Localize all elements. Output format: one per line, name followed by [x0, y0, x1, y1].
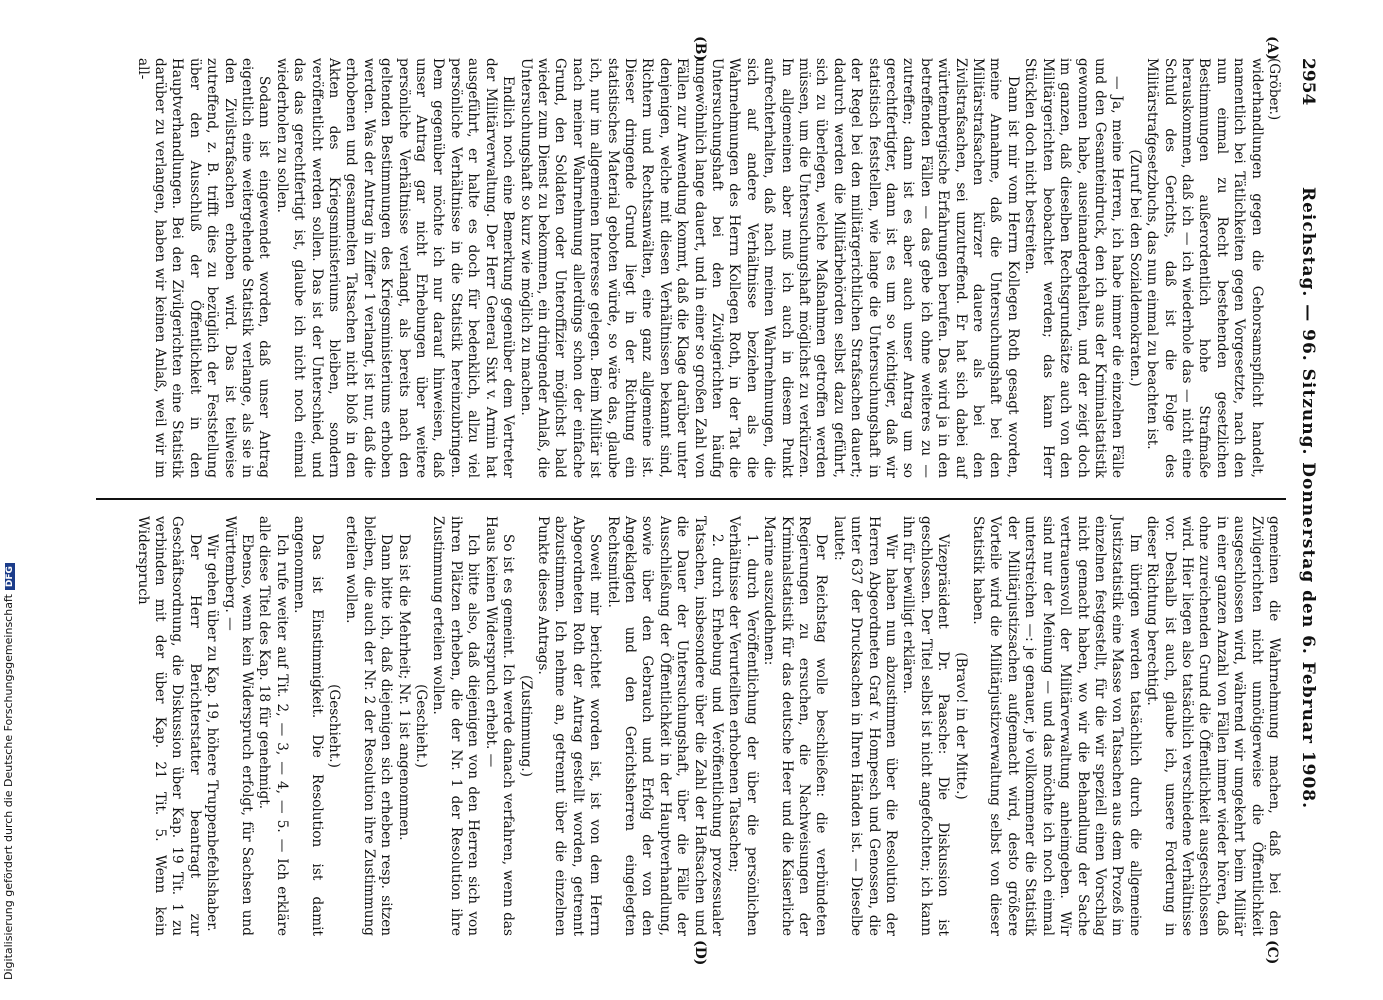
- credit-text: Digitalisierung gefördert durch die Deutsche Forschungsgemeinschaft: [2, 594, 15, 980]
- paragraph: (Gröber.): [1266, 58, 1282, 121]
- paragraph: Ebenso, wenn kein Widerspruch erfolgt, für Sachsen und Württemberg. —: [221, 516, 256, 936]
- paragraph: (Zuruf bei den Sozialdemokraten.): [1126, 149, 1143, 387]
- paragraph: Wir gehen über zu Kap. 19, höhere Truppenbefehlshaber.: [204, 534, 221, 932]
- digitization-credit: [2, 560, 18, 980]
- page-number: 2954: [1298, 58, 1318, 106]
- left-column: [133, 58, 1282, 478]
- dfg-logo: DFG: [5, 563, 15, 590]
- paragraph: 2. durch Erhebung und Veröffentlichung prozessualer Tatsachen, insbesondere über die Zahl der Haftsachen und die Dauer der Untersuchungshaft, über die Fälle der Ausschließung der Öffentlichkeit in der Hauptverhandlung, sowie über den Gebrauch und Erfolg der von den Angeklagten und den Gerichtsherren eingelegten Rechtsmittel.: [604, 516, 725, 936]
- paragraph: Dann ist mir vom Herrn Kollegen Roth gesagt worden, meine Annahme, daß die Untersuchungshaft bei den Militärstrafsachen kürzer dauere als bei den Zivilstrafsachen, sei unzutreffend. Er hat sich dabei auf württembergische Erfahrungen berufen. Das wird ja in den betreffenden Fällen — das gebe ich ohne weiteres zu — zutreffen; dann ist es aber auch unser Antrag um so gerechtfertigter, dann ist es um so wichtiger, daß wir statistisch feststellen, wie lange die Untersuchungshaft in der Regel bei den militärgerichtlichen Strafsachen dauert; dadurch werden die Militärbehörden selbst dazu geführt, sich zu überlegen, welche Maßnahmen getroffen werden müssen, um die Untersuchungshaft möglichst zu verkürzen. Im allgemeinen aber muß ich auch in diesem Punkt aufrechterhalten, daß nach meinen Wahrnehmungen, die sich auf andere Verhältnisse beziehen als die Wahrnehmungen des Herrn Kollegen Roth, in der Tat die Untersuchungshaft bei den Zivilgerichten häufig ungewöhnlich lange dauert, und in einer so großen Zahl von Fällen zur Anwendung kommt, daß die Klage darüber unter denjenigen, welche mit diesen Verhältnissen bekannt sind, Richtern und Rechtsanwälten, eine ganz allgemeine ist. Dieser dringende Grund liegt in der Richtung ein statistisches Material geboten würde, so wäre das, glaube ich, nur im allgemeinen Interesse gelegen. Beim Militär ist nach meiner Wahrnehmung allerdings schon der einfache Grund, den Soldaten oder Unteroffizier möglichst bald wieder zum Dienst zu bekommen, ein dringender Anlaß, die Untersuchungshaft so kurz wie möglich zu machen.: [517, 58, 1021, 478]
- paragraph: — Ja, meine Herren, ich habe immer die einzelnen Fälle und den Gesamteindruck, den ich aus der Kriminalstatistik gewonnen habe, auseinandergehalten, und der zeigt doch im ganzen, daß dieselben Rechtsgrundsätze auch von den Militärgerichten beobachtet werden; das kann Herr Stücklen doch nicht bestreiten.: [1022, 58, 1126, 478]
- margin-marker-a: (A): [1264, 36, 1280, 61]
- paragraph: Der Reichstag wolle beschließen: die verbündeten Regierungen zu ersuchen, die Nachweisungen der Kriminalstatistik für das deutsche Heer und die Kaiserliche Marine auszudehnen:: [761, 516, 830, 936]
- paragraph: Der Herr Berichterstatter beantragt zur Geschäftsordnung, die Diskussion über Kap. 19 Tit. 1 zu verbinden mit der über Kap. 21 Tit. 5. Wenn kein Widerspruch: [134, 516, 203, 936]
- paragraph: Wir haben nun abzustimmen über die Resolution der Herren Abgeordneten Graf v. Hompesch und Genossen, die unter 637 der Drucksachen in Ihren Händen ist. — Dieselbe lautet:: [830, 516, 900, 936]
- page-header: [1288, 58, 1318, 938]
- paragraph: Ich rufe weiter auf Tit. 2, — 3, — 4, — 5. — Ich erkläre alle diese Titel des Kap. 18 für genehmigt.: [256, 516, 290, 936]
- paragraph: (Bravo! in der Mitte.): [952, 652, 969, 800]
- paragraph: Ich bitte also, daß diejenigen von den Herren sich von ihren Plätzen erheben, die der Nr. 1 der Resolution ihre Zustimmung erteilen wollen.: [430, 516, 482, 936]
- column-divider: [96, 498, 1286, 500]
- right-column: [133, 516, 1282, 936]
- margin-marker-c: (C): [1264, 940, 1280, 965]
- paragraph: Endlich noch eine Bemerkung gegenüber dem Vertreter der Militärverwaltung. Der Herr General Sixt v. Armin hat ausgeführt, er halte es doch für bedenklich, allzu viel persönliche Verhältnisse in die Statistik hereinzubringen. Dem gegenüber möchte ich nur darauf hinweisen, daß unser Antrag gar nicht Erhebungen über weitere persönliche Verhältnisse verlangt, als bereits nach den geltenden Bestimmungen des Kriegsministeriums erhoben werden. Was der Antrag in Ziffer 1 verlangt, ist nur, daß die erhobenen und gesammelten Tatsachen nicht bloß in den Akten des Kriegsministeriums bleiben, sondern veröffentlicht werden sollen. Das ist der Unterschied, und das das gerechtfertigt ist, glaube ich nicht noch einmal wiederholen zu sollen.: [273, 58, 517, 478]
- paragraph: Soweit mir berichtet worden ist, ist von dem Herrn Abgeordneten Roth der Antrag gestellt worden, getrennt abzustimmen. Ich nehme an, getrennt über die einzelnen Punkte dieses Antrags.: [534, 516, 604, 936]
- paragraph: Vizepräsident Dr. Paasche: Die Diskussion ist geschlossen. Der Titel selbst ist nicht angefochten; ich kann ihn für bewilligt erklären.: [900, 516, 952, 936]
- paragraph: gemeinen die Wahrnehmung machen, daß bei den Zivilgerichten nicht unnötigerweise die Öffentlichkeit ausgeschlossen wird, während wir umgekehrt beim Militär in einer ganzen Anzahl von Fällen immer wieder hören, daß ohne zureichenden Grund die Öffentlichkeit ausgeschlossen wird. Hier liegen also tatsächlich verschiedene Verhältnisse vor. Deshalb ist auch, glaube ich, unsere Forderung in dieser Richtung berechtigt.: [1144, 516, 1282, 936]
- margin-marker-d: (D): [692, 940, 708, 966]
- paragraph: (Geschieht.): [326, 684, 343, 768]
- paragraph: (Geschieht.): [413, 684, 430, 768]
- running-title: Reichstag. — 96. Sitzung. Donnerstag den 6. Februar 1908.: [1298, 186, 1318, 810]
- paragraph: Sodann ist eingewendet worden, daß unser Antrag eigentlich eine weitergehende Statistik verlange, als sie in den Zivilstrafsachen erhoben wird. Das ist teilweise zutreffend, z. B. trifft dies zu bezüglich der Feststellung über den Ausschluß der Öffentlichkeit in den Hauptverhandlungen. Bei den Zivilgerichten eine Statistik darüber zu verlangen, haben wir keinen Anlaß, weil wir im all-: [134, 58, 273, 478]
- paragraph: Im übrigen werden tatsächlich durch die allgemeine Justizstatistik eine Masse von Tatsachen aus dem Prozeß im einzelnen festgestellt, für die wir speziell einen Vorschlag nicht gemacht haben, wo wir die Behandlung der Sache vertrauensvoll der Militärverwaltung anheimgeben. Wir sind nur der Meinung — und das möchte ich noch einmal unterstreichen —: je genauer, je vollkommener die Statistik der Militärjustizsachen aufgemacht wird, desto größere Vorteile wird die Militärjustizverwaltung selbst von dieser Statistik haben.: [970, 516, 1143, 936]
- paragraph: widerhandlungen gegen die Gehorsamspflicht handelt, namentlich bei Tätlichkeiten gegen Vorgesetzte, nach den nun einmal zu Recht bestehenden gesetzlichen Bestimmungen außerordentlich hohe Strafmaße herauskommen, daß ich — ich wiederhole das — nicht eine Schuld des Gerichts, daß ist die Folge des Militärstrafgesetzbuchs, das nun einmal zu beachten ist.: [1144, 58, 1265, 478]
- paragraph: Dann bitte ich, daß diejenigen sich erheben resp. sitzen bleiben, die auch der Nr. 2 der Resolution ihre Zustimmung erteilen wollen.: [343, 516, 395, 936]
- paragraph: (Zustimmung.): [517, 675, 534, 777]
- scanned-page: [70, 28, 1320, 968]
- paragraph: So ist es gemeint. Ich werde danach verfahren, wenn das Haus keinen Widerspruch erhebt. —: [482, 516, 517, 936]
- paragraph: 1. durch Veröffentlichung der über die persönlichen Verhältnisse der Verurteilten erhobenen Tatsachen;: [726, 516, 760, 936]
- paragraph: Das ist Einstimmigkeit. Die Resolution ist damit angenommen.: [291, 516, 325, 936]
- margin-marker-b: (B): [692, 36, 708, 62]
- paragraph: Das ist die Mehrheit; Nr. 1 ist angenommen.: [395, 534, 412, 841]
